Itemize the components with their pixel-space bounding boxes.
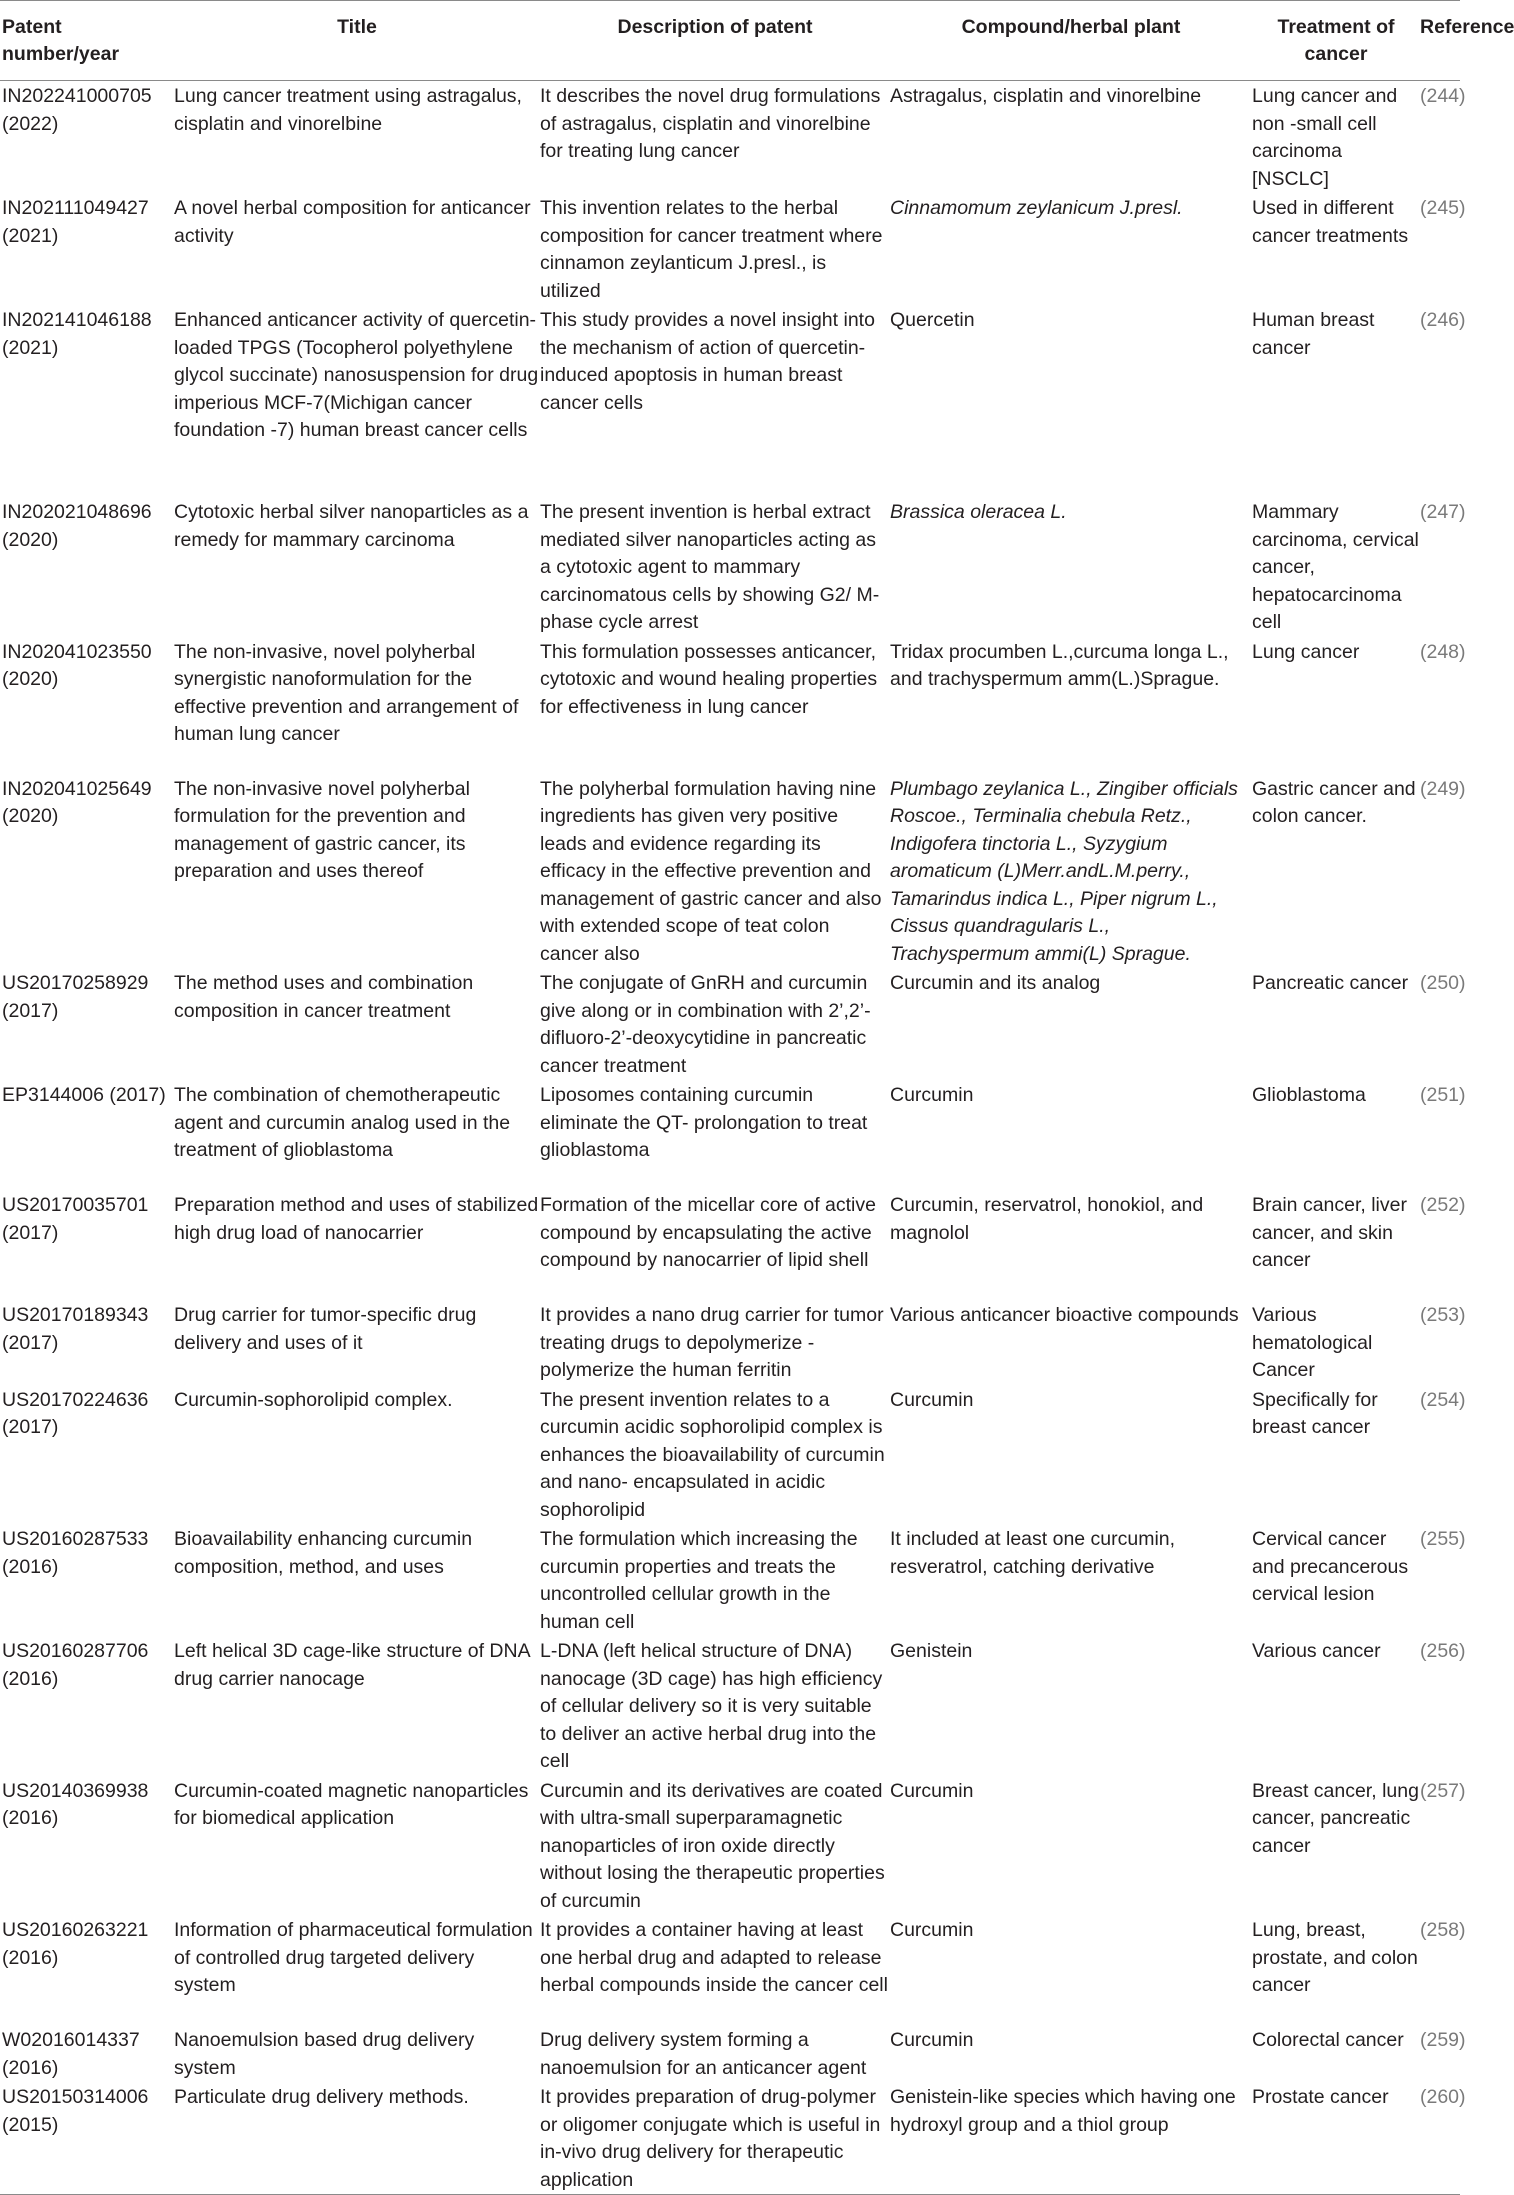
patent-description: The formulation which increasing the curcumin properties and treats the uncontrolled cellular growth in the human cell (540, 1528, 858, 1633)
table-row (0, 1385, 1460, 1525)
table-row (0, 1190, 1460, 1300)
reference-link[interactable]: (251) (1420, 1084, 1466, 1106)
patent-title: Curcumin-coated magnetic nanoparticles for biomedical application (174, 1779, 529, 1829)
patent-number: US20160287533 (2016) (2, 1528, 149, 1578)
treatment: Prostate cancer (1252, 2086, 1389, 2108)
reference-link[interactable]: (250) (1420, 972, 1466, 994)
patent-title: Lung cancer treatment using astragalus, cisplatin and vinorelbine (174, 85, 522, 135)
patent-title: Information of pharmaceutical formulation of controlled drug targeted delivery system (174, 1919, 533, 1996)
compound: Curcumin (890, 1084, 974, 1106)
header-compound: Compound/herbal plant (961, 16, 1181, 38)
compound: Brassica oleracea L. (890, 501, 1067, 523)
table-row (0, 193, 1460, 305)
patent-number: US20170035701 (2017) (2, 1194, 149, 1244)
compound: Curcumin (890, 1919, 974, 1941)
treatment: Cervical cancer and precancerous cervical lesion (1252, 1528, 1409, 1605)
reference-link[interactable]: (260) (1420, 2086, 1466, 2108)
compound: Quercetin (890, 309, 975, 331)
patent-description: It provides a container having at least one herbal drug and adapted to release herbal compounds inside the cancer cell (540, 1919, 888, 1996)
table-row (0, 1776, 1460, 1916)
patent-number: US20140369938 (2016) (2, 1779, 149, 1829)
table-row (0, 1524, 1460, 1636)
patent-title: Enhanced anticancer activity of quercetin-loaded TPGS (Tocopherol polyethylene glycol succinate) nanosuspension for drug imperious MCF-7(Michigan cancer foundation -7) human breast cancer cells (174, 309, 539, 441)
treatment: Breast cancer, lung cancer, pancreatic cancer (1252, 1779, 1419, 1857)
patent-number: US20170258929 (2017) (2, 972, 149, 1022)
patent-number: IN202041025649 (2020) (2, 777, 152, 827)
compound: Curcumin (890, 1779, 974, 1802)
patent-number: US20160287706 (2016) (2, 1640, 149, 1690)
table-row (0, 1636, 1460, 1776)
patent-number: IN202111049427 (2021) (2, 197, 149, 247)
reference-link[interactable]: (248) (1420, 640, 1466, 663)
reference-link[interactable]: (257) (1420, 1779, 1466, 1802)
patent-description: The polyherbal formulation having nine ingredients has given very positive leads and evidence regarding its efficacy in the effective prevention and management of gastric cancer and also with extended scope of teat colon cancer also (540, 777, 882, 965)
treatment: Various cancer (1252, 1640, 1381, 1662)
treatment: Lung cancer (1252, 640, 1360, 663)
reference-link[interactable]: (244) (1420, 85, 1466, 107)
patent-number: IN202141046188 (2021) (2, 309, 152, 359)
compound: Cinnamomum zeylanicum J.presl. (890, 197, 1183, 219)
patent-description: Liposomes containing curcumin eliminate the QT- prolongation to treat glioblastoma (540, 1084, 868, 1161)
table-row (0, 81, 1460, 194)
patent-title: Cytotoxic herbal silver nanoparticles as a remedy for mammary carcinoma (174, 501, 529, 551)
patent-description: L-DNA (left helical structure of DNA) nanocage (3D cage) has high efficiency of cellular delivery so it is very suitable to deliver an active herbal drug into the cell (540, 1640, 883, 1772)
patent-number: US20160263221 (2016) (2, 1919, 149, 1969)
compound: Curcumin (890, 2029, 974, 2051)
patent-number: US20170189343 (2017) (2, 1304, 149, 1354)
header-row (0, 1, 1460, 81)
table-row (0, 1300, 1460, 1385)
patent-description: The present invention relates to a curcumin acidic sophorolipid complex is enhances the bioavailability of curcumin and nano- encapsulated in acidic sophorolipid (540, 1388, 885, 1521)
compound: Astragalus, cisplatin and vinorelbine (890, 85, 1202, 107)
table-row (0, 2082, 1460, 2195)
patent-description: The conjugate of GnRH and curcumin give along or in combination with 2’,2’-difluoro-2’-deoxycytidine in pancreatic cancer treatment (540, 972, 871, 1077)
patent-title: Nanoemulsion based drug delivery system (174, 2029, 475, 2079)
patent-title: A novel herbal composition for anticancer activity (174, 197, 531, 247)
reference-link[interactable]: (259) (1420, 2029, 1466, 2051)
header-treatment: Treatment of cancer (1277, 16, 1395, 65)
treatment: Gastric cancer and colon cancer. (1252, 777, 1416, 827)
header-title: Title (337, 16, 377, 38)
patent-description: The present invention is herbal extract mediated silver nanoparticles acting as a cytotoxic agent to mammary carcinomatous cells by showing G2/ M-phase cycle arrest (540, 501, 880, 633)
treatment: Lung, breast, prostate, and colon cancer (1252, 1919, 1418, 1996)
reference-link[interactable]: (254) (1420, 1388, 1466, 1411)
treatment: Glioblastoma (1252, 1084, 1366, 1106)
treatment: Human breast cancer (1252, 309, 1375, 359)
patent-title: Curcumin-sophorolipid complex. (174, 1388, 453, 1411)
patent-title: Particulate drug delivery methods. (174, 2086, 469, 2108)
reference-link[interactable]: (249) (1420, 777, 1466, 800)
patent-number: US20150314006 (2015) (2, 2086, 149, 2136)
treatment: Specifically for breast cancer (1252, 1388, 1378, 1438)
compound: Tridax procumben L.,curcuma longa L., and trachyspermum amm(L.)Sprague. (890, 640, 1229, 690)
compound: It included at least one curcumin, resveratrol, catching derivative (890, 1528, 1176, 1578)
table-row (0, 968, 1460, 1080)
reference-link[interactable]: (255) (1420, 1528, 1466, 1550)
patent-description: This study provides a novel insight into the mechanism of action of quercetin-induced apoptosis in human breast cancer cells (540, 309, 875, 414)
reference-link[interactable]: (247) (1420, 501, 1466, 523)
compound: Curcumin (890, 1388, 974, 1411)
header-reference: Reference (1420, 16, 1514, 38)
patent-title: The combination of chemotherapeutic agent and curcumin analog used in the treatment of glioblastoma (174, 1084, 511, 1161)
treatment: Colorectal cancer (1252, 2029, 1404, 2051)
treatment: Pancreatic cancer (1252, 972, 1409, 994)
patent-description: It provides preparation of drug-polymer or oligomer conjugate which is useful in in-vivo drug delivery for therapeutic application (540, 2086, 881, 2191)
reference-link[interactable]: (245) (1420, 197, 1466, 219)
patent-title: The non-invasive, novel polyherbal synergistic nanoformulation for the effective prevention and arrangement of human lung cancer (174, 640, 519, 745)
table-row (0, 1915, 1460, 2025)
patent-number: W02016014337 (2016) (2, 2029, 140, 2079)
compound: Genistein (890, 1640, 973, 1662)
table-row (0, 305, 1460, 497)
patent-description: This formulation possesses anticancer, cytotoxic and wound healing properties for effectiveness in lung cancer (540, 640, 878, 718)
patent-title: Drug carrier for tumor-specific drug delivery and uses of it (174, 1304, 477, 1354)
reference-link[interactable]: (256) (1420, 1640, 1466, 1662)
table-row (0, 2025, 1460, 2082)
table-row (0, 774, 1460, 969)
patent-description: Formation of the micellar core of active compound by encapsulating the active compound by nanocarrier of lipid shell (540, 1194, 876, 1271)
compound: Various anticancer bioactive compounds (890, 1304, 1239, 1326)
compound: Curcumin and its analog (890, 972, 1101, 994)
reference-link[interactable]: (253) (1420, 1304, 1466, 1326)
header-patent: Patent number/year (2, 16, 120, 65)
patent-number: IN202241000705 (2022) (2, 85, 152, 135)
reference-link[interactable]: (246) (1420, 309, 1466, 331)
patent-number: IN202041023550 (2020) (2, 640, 152, 690)
treatment: Lung cancer and non -small cell carcinoma [NSCLC] (1252, 85, 1398, 190)
patent-number: US20170224636 (2017) (2, 1388, 149, 1438)
compound: Plumbago zeylanica L., Zingiber officials Roscoe., Terminalia chebula Retz., Indigofera tinctoria L., Syzygium aromaticum (L)Merr.andL.M.perry., Tamarindus indica L., Piper nigrum L., Cissus quandragularis L., Trachyspermum ammi(L) Sprague. (890, 777, 1238, 965)
patent-number: EP3144006 (2017) (2, 1084, 166, 1106)
patent-description: It provides a nano drug carrier for tumor treating drugs to depolymerize -polymerize the human ferritin (540, 1304, 884, 1381)
patent-title: Bioavailability enhancing curcumin composition, method, and uses (174, 1528, 473, 1578)
treatment: Used in different cancer treatments (1252, 197, 1409, 247)
patent-title: Left helical 3D cage-like structure of DNA drug carrier nanocage (174, 1640, 530, 1690)
reference-link[interactable]: (258) (1420, 1919, 1466, 1941)
patent-title: Preparation method and uses of stabilized high drug load of nanocarrier (174, 1194, 539, 1244)
treatment: Mammary carcinoma, cervical cancer, hepatocarcinoma cell (1252, 501, 1419, 633)
header-description: Description of patent (617, 16, 813, 38)
table-body (0, 81, 1466, 2195)
treatment: Various hematological Cancer (1252, 1304, 1373, 1381)
patent-title: The non-invasive novel polyherbal formulation for the prevention and management of gastric cancer, its preparation and uses thereof (174, 777, 470, 882)
patent-description: Curcumin and its derivatives are coated with ultra-small superparamagnetic nanoparticles of iron oxide directly without losing the therapeutic properties of curcumin (540, 1779, 885, 1912)
compound: Curcumin, reservatrol, honokiol, and magnolol (890, 1194, 1204, 1244)
patent-description: This invention relates to the herbal composition for cancer treatment where cinnamon zeylanticum J.presl., is utilized (540, 197, 883, 302)
patent-title: The method uses and combination composition in cancer treatment (174, 972, 474, 1022)
patent-number: IN202021048696 (2020) (2, 501, 152, 551)
table-row (0, 1080, 1460, 1190)
table-row (0, 637, 1460, 774)
table-header (0, 1, 1514, 81)
reference-link[interactable]: (252) (1420, 1194, 1466, 1216)
table-row (0, 497, 1460, 637)
patent-description: It describes the novel drug formulations of astragalus, cisplatin and vinorelbine for treating lung cancer (540, 85, 881, 162)
patent-description: Drug delivery system forming a nanoemulsion for an anticancer agent (540, 2029, 867, 2079)
treatment: Brain cancer, liver cancer, and skin cancer (1252, 1194, 1407, 1271)
compound: Genistein-like species which having one hydroxyl group and a thiol group (890, 2086, 1236, 2136)
